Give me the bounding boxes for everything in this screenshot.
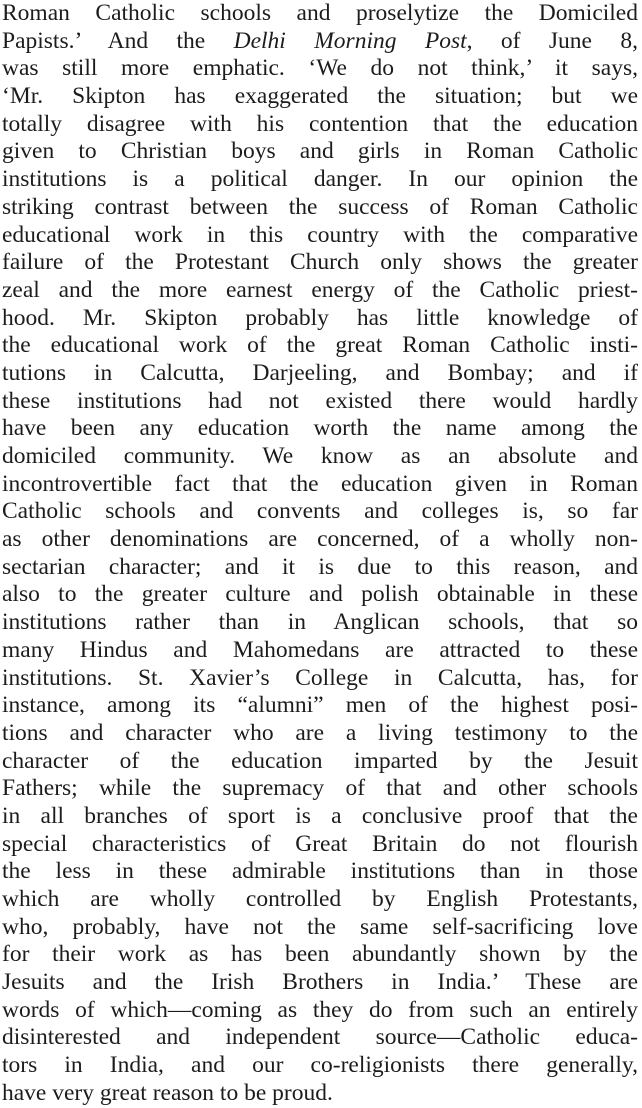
text-line: ‘Mr. Skipton has exaggerated the situation; but we bbox=[2, 83, 638, 110]
text-line: also to the greater culture and polish obtainable in these bbox=[2, 581, 638, 608]
text-line: tions and character who are a living testimony to the bbox=[2, 719, 638, 746]
text-line: character of the education imparted by the Jesuit bbox=[2, 747, 638, 774]
text-line: totally disagree with his contention that the education bbox=[2, 110, 638, 137]
text-line: have very great reason to be proud. bbox=[2, 1079, 333, 1106]
text-line: institutions rather than in Anglican schools, that so bbox=[2, 609, 638, 636]
text-line: Catholic schools and convents and colleges is, so far bbox=[2, 498, 638, 525]
text-line: Jesuits and the Irish Brothers in India.’ These are bbox=[2, 969, 638, 996]
text-line: Roman Catholic schools and proselytize the Domiciled bbox=[2, 0, 638, 26]
text-line: sectarian character; and it is due to this reason, and bbox=[2, 553, 638, 580]
text-line: as other denominations are concerned, of a wholly non- bbox=[2, 526, 638, 553]
newspaper-title: Delhi Morning Post bbox=[233, 27, 467, 54]
text-line: many Hindus and Mahomedans are attracted to these bbox=[2, 636, 638, 663]
text-segment: , of June 8, bbox=[466, 27, 638, 54]
text-line: striking contrast between the success of Roman Catholic bbox=[2, 193, 638, 220]
text-line: these institutions had not existed there would hardly bbox=[2, 387, 638, 414]
text-line: incontrovertible fact that the education given in Roman bbox=[2, 470, 638, 497]
body-text bbox=[2, 0, 638, 1108]
text-line: disinterested and independent source—Catholic educa- bbox=[2, 1024, 638, 1051]
text-segment: Papists.’ And the bbox=[2, 27, 234, 54]
text-line: tutions in Calcutta, Darjeeling, and Bombay; and if bbox=[2, 359, 638, 386]
text-line: hood. Mr. Skipton probably has little knowledge of bbox=[2, 304, 638, 331]
text-line: words of which—coming as they do from such an entirely bbox=[2, 996, 638, 1023]
text-line: special characteristics of Great Britain do not flourish bbox=[2, 830, 638, 857]
text-line: for their work as has been abundantly shown by the bbox=[2, 941, 638, 968]
text-line: in all branches of sport is a conclusive proof that the bbox=[2, 802, 638, 829]
text-line: failure of the Protestant Church only shows the greater bbox=[2, 249, 638, 276]
text-line: the educational work of the great Roman Catholic insti- bbox=[2, 332, 638, 359]
text-line: domiciled community. We know as an absolute and bbox=[2, 443, 638, 469]
text-line: was still more emphatic. ‘We do not think,’ it says, bbox=[2, 55, 638, 82]
text-line: institutions. St. Xavier’s College in Calcutta, has, for bbox=[2, 664, 638, 691]
text-line: given to Christian boys and girls in Roman Catholic bbox=[2, 138, 638, 165]
text-line: educational work in this country with the comparative bbox=[2, 221, 638, 248]
text-line: zeal and the more earnest energy of the Catholic priest- bbox=[2, 276, 638, 303]
text-line bbox=[2, 28, 638, 56]
text-line: Fathers; while the supremacy of that and other schools bbox=[2, 775, 638, 802]
text-line: institutions is a political danger. In our opinion the bbox=[2, 166, 638, 193]
text-line: instance, among its “alumni” men of the highest posi- bbox=[2, 692, 638, 719]
text-line: who, probably, have not the same self-sacrificing love bbox=[2, 913, 638, 940]
text-line: tors in India, and our co-religionists there generally, bbox=[2, 1052, 638, 1079]
text-line: have been any education worth the name among the bbox=[2, 415, 638, 442]
text-line: which are wholly controlled by English Protestants, bbox=[2, 886, 638, 912]
text-line: the less in these admirable institutions than in those bbox=[2, 858, 638, 885]
